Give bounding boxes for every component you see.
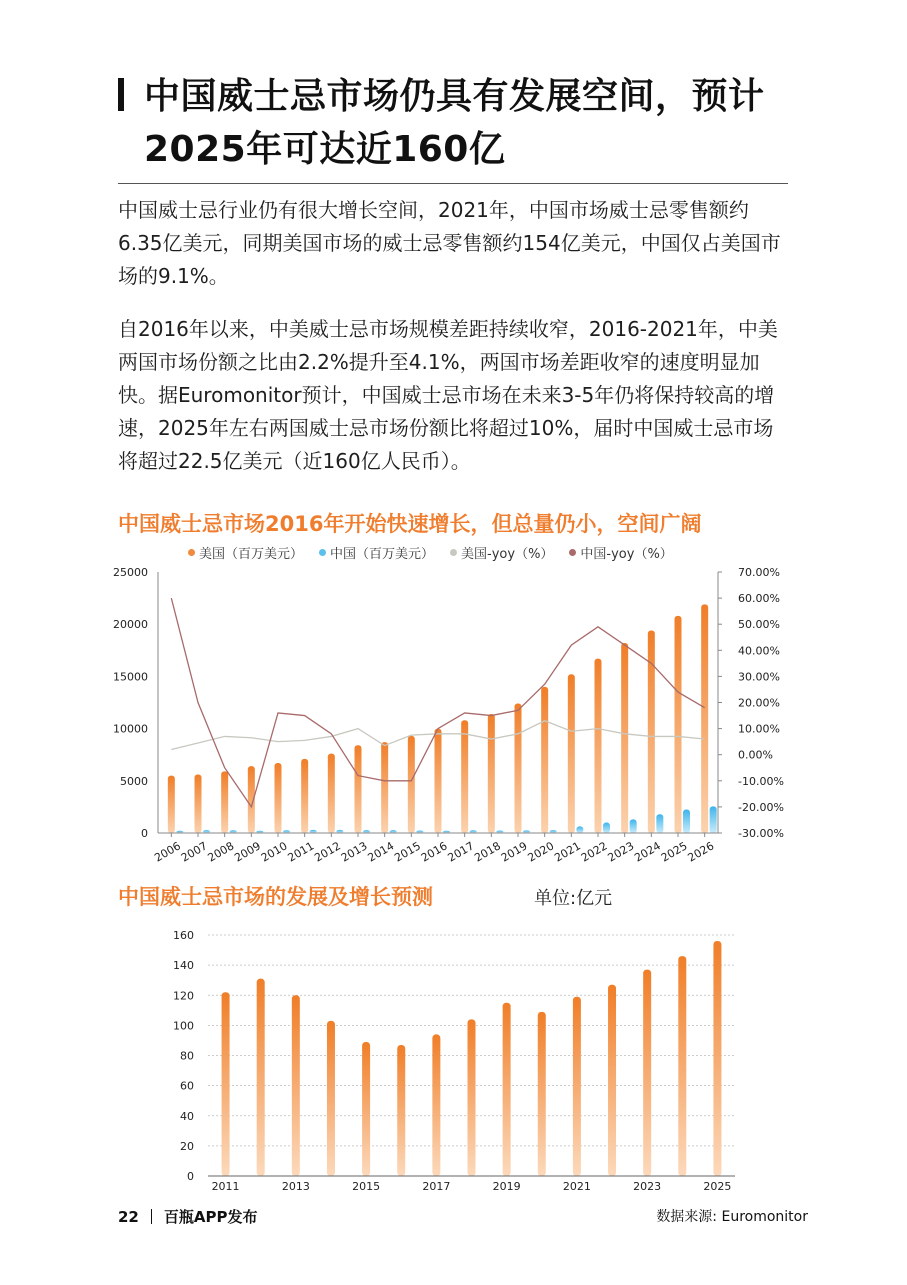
chart1-right-tick-label: 20.00%: [738, 696, 780, 710]
chart2-y-tick-label: 120: [173, 989, 194, 1003]
chart1-x-tick-label: 2012: [312, 839, 343, 865]
legend-dot-us-yoy: [450, 549, 457, 556]
chart1-left-tick-label: 25000: [113, 566, 148, 579]
chart2-x-tick-label: 2015: [352, 1180, 381, 1193]
chart1-bar-us: [328, 754, 335, 833]
chart1-left-tick-label: 0: [141, 827, 148, 840]
chart1-right-tick-label: -10.00%: [738, 774, 784, 788]
chart1-right-tick-label: 30.00%: [738, 670, 780, 684]
chart1-bar-us: [381, 742, 388, 833]
chart2-title: 中国威士忌市场的发展及增长预测: [118, 885, 433, 909]
chart1-bar-cn: [603, 823, 610, 833]
chart2-bar: [678, 956, 686, 1176]
chart2-bar: [432, 1034, 440, 1176]
chart2-bar: [397, 1045, 405, 1176]
legend-label-us: 美国（百万美元）: [199, 547, 304, 562]
chart2-bar: [327, 1021, 335, 1176]
chart2-unit: 单位:亿元: [534, 888, 613, 909]
chart1-bar-us: [168, 776, 175, 833]
chart1-x-tick-label: 2024: [632, 839, 663, 865]
chart2-bar: [713, 941, 721, 1176]
chart1-bar-us: [541, 687, 548, 833]
chart1-bar-cn: [630, 819, 637, 833]
chart1-x-tick-label: 2015: [392, 839, 423, 865]
chart1-bar-us: [701, 604, 708, 833]
page-number: 22: [118, 1208, 139, 1226]
chart1-x-tick-label: 2010: [258, 839, 290, 865]
chart1-whisky-market: [100, 560, 800, 870]
chart2-y-tick-label: 20: [180, 1139, 194, 1153]
chart1-bar-us: [275, 763, 282, 833]
chart1-bar-us: [621, 643, 628, 833]
chart1-bar-cn: [683, 810, 690, 833]
chart1-x-tick-label: 2008: [205, 839, 237, 865]
chart2-bar: [257, 979, 265, 1176]
chart2-x-tick-label: 2019: [492, 1180, 521, 1193]
chart1-x-tick-label: 2006: [152, 839, 183, 865]
paragraph-1: 中国威士忌行业仍有很大增长空间，2021年，中国市场威士忌零售额约6.35亿美元，同期美国市场的威士忌零售额约154亿美元，中国仅占美国市场的9.1%。: [118, 198, 781, 288]
chart1-bar-cn: [710, 806, 717, 833]
chart2-y-tick-label: 60: [180, 1079, 194, 1093]
chart1-right-tick-label: -30.00%: [738, 827, 784, 840]
chart2-whisky-forecast: [160, 925, 750, 1195]
chart2-x-tick-label: 2011: [211, 1180, 240, 1193]
chart2-y-tick-label: 80: [180, 1049, 194, 1063]
chart1-bar-us: [568, 674, 575, 833]
chart2-y-tick-label: 160: [173, 929, 194, 942]
chart1-x-tick-label: 2018: [472, 839, 503, 865]
legend-label-cn: 中国（百万美元）: [330, 547, 435, 562]
paragraph-2: 自2016年以来，中美威士忌市场规模差距持续收窄，2016-2021年，中美两国市场份额之比由2.2%提升至4.1%，两国市场差距收窄的速度明显加快。据Euromonitor预计，中国威士忌市场在未来3-5年仍将保持较高的增速，2025年左右两国威士忌市场份额比将超过10%，届时中国威士忌市场将超过22.5亿美元（近160亿人民币）。: [118, 317, 778, 473]
chart1-bar-us: [515, 704, 522, 833]
chart2-x-tick-label: 2021: [562, 1180, 591, 1193]
chart1-x-tick-label: 2026: [685, 839, 717, 865]
chart1-bar-us: [221, 771, 228, 833]
chart2-bar: [292, 995, 300, 1176]
title-accent-bar: [118, 78, 124, 111]
chart1-x-tick-label: 2007: [178, 839, 210, 865]
chart1-x-tick-label: 2021: [552, 839, 583, 865]
chart1-right-tick-label: 40.00%: [738, 644, 780, 658]
chart1-bar-us: [648, 630, 655, 833]
page-title: 中国威士忌市场仍具有发展空间，预计2025年可达近160亿: [144, 76, 765, 170]
chart2-x-tick-label: 2013: [281, 1180, 310, 1193]
chart2-bar: [503, 1003, 511, 1176]
chart1-x-tick-label: 2009: [232, 839, 263, 865]
chart1-bar-us: [355, 745, 362, 833]
chart1-left-tick-label: 5000: [120, 774, 148, 788]
chart1-bar-us: [461, 720, 468, 833]
chart1-x-tick-label: 2013: [338, 839, 370, 865]
chart2-y-tick-label: 100: [173, 1019, 194, 1033]
chart1-bar-us: [488, 714, 495, 833]
chart2-bar: [573, 997, 581, 1176]
chart2-bar: [643, 970, 651, 1176]
legend-dot-us: [188, 549, 195, 556]
chart1-x-tick-label: 2019: [498, 839, 530, 865]
chart1-left-tick-label: 20000: [113, 618, 148, 632]
chart2-y-tick-label: 40: [180, 1109, 194, 1123]
chart1-x-tick-label: 2023: [605, 839, 637, 865]
chart1-left-tick-label: 10000: [113, 722, 148, 736]
chart1-bar-us: [435, 729, 442, 833]
chart1-bar-cn: [576, 826, 583, 833]
chart1-bar-us: [595, 659, 602, 833]
chart2-x-tick-label: 2025: [703, 1180, 732, 1193]
chart2-y-tick-label: 140: [173, 959, 194, 973]
chart1-right-tick-label: -20.00%: [738, 800, 784, 814]
chart1-title: 中国威士忌市场2016年开始快速增长，但总量仍小，空间广阔: [118, 512, 702, 536]
data-source: 数据来源: Euromonitor: [656, 1209, 808, 1225]
chart1-right-tick-label: 70.00%: [738, 566, 780, 579]
chart2-x-tick-label: 2023: [633, 1180, 662, 1193]
chart1-right-tick-label: 60.00%: [738, 592, 780, 606]
chart1-right-tick-label: 50.00%: [738, 618, 780, 632]
chart1-x-tick-label: 2025: [658, 839, 690, 865]
chart1-bar-us: [408, 736, 415, 833]
chart1-x-tick-label: 2017: [445, 839, 477, 865]
chart1-bar-us: [195, 775, 202, 833]
footer-separator: [151, 1209, 152, 1224]
chart1-bar-cn: [656, 814, 663, 833]
legend-dot-cn-yoy: [569, 549, 576, 556]
chart1-right-tick-label: 0.00%: [738, 748, 773, 762]
legend-label-us-yoy: 美国-yoy（%）: [461, 547, 554, 562]
chart1-right-tick-label: 10.00%: [738, 722, 780, 736]
chart1-x-tick-label: 2016: [418, 839, 450, 865]
chart1-x-tick-label: 2014: [365, 839, 397, 865]
chart1-bar-us: [675, 616, 682, 833]
legend-dot-cn: [319, 549, 326, 556]
chart1-x-tick-label: 2011: [285, 839, 317, 865]
publisher: 百瓶APP发布: [163, 1208, 258, 1226]
chart1-x-tick-label: 2022: [578, 839, 610, 865]
chart2-bar: [362, 1042, 370, 1176]
chart2-bar: [222, 992, 230, 1176]
legend-label-cn-yoy: 中国-yoy（%）: [580, 547, 673, 562]
chart2-bar: [538, 1012, 546, 1176]
chart2-y-tick-label: 0: [187, 1170, 194, 1183]
chart2-bar: [608, 985, 616, 1176]
chart1-bar-us: [301, 759, 308, 833]
chart2-bar: [468, 1019, 476, 1176]
chart2-x-tick-label: 2017: [422, 1180, 451, 1193]
footer-left: [118, 1206, 257, 1227]
chart1-left-tick-label: 15000: [113, 670, 148, 684]
title-divider: [118, 183, 788, 184]
chart1-x-tick-label: 2020: [525, 839, 557, 865]
